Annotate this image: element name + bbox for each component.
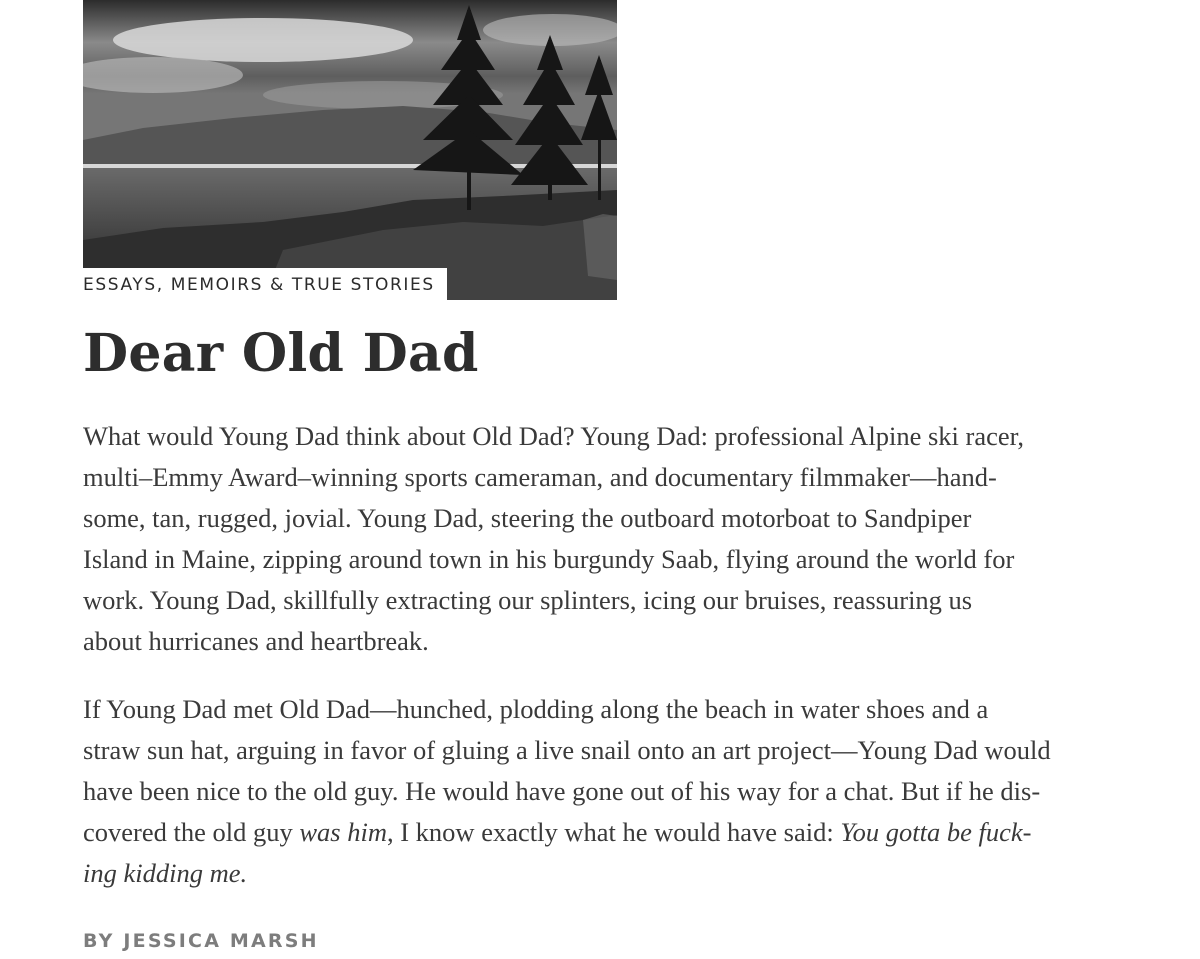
paragraph-line: What would Young Dad think about Old Dad? Young Dad: professional Alpine ski racer, (83, 421, 1025, 451)
paragraph-line (83, 853, 1153, 894)
article (83, 0, 1153, 952)
category-label[interactable]: ESSAYS, MEMOIRS & TRUE STORIES (83, 268, 447, 300)
paragraph-line (83, 812, 1153, 853)
italic-text: You gotta be fuck- (840, 817, 1032, 847)
article-body (83, 416, 1153, 894)
paragraph-line: some, tan, rugged, jovial. Young Dad, steering the outboard motorboat to Sandpiper (83, 503, 972, 533)
text-segment: covered the old guy (83, 817, 300, 847)
coastal-landscape-photo (83, 0, 617, 300)
text-segment: , I know exactly what he would have said: (386, 817, 841, 847)
paragraph-line: Island in Maine, zipping around town in his burgundy Saab, flying around the world for (83, 544, 1015, 574)
hero-image (83, 0, 617, 300)
paragraph-2 (83, 689, 1153, 894)
paragraph-line: about hurricanes and heartbreak. (83, 626, 429, 656)
paragraph-line: multi–Emmy Award–winning sports cameraman, and documentary filmmaker—hand- (83, 462, 997, 492)
author-byline[interactable]: BY JESSICA MARSH (83, 930, 319, 952)
paragraph-line: If Young Dad met Old Dad—hunched, plodding along the beach in water shoes and a (83, 694, 989, 724)
paragraph-1 (83, 416, 1153, 662)
italic-text: ing kidding me. (83, 858, 248, 888)
paragraph-line: have been nice to the old guy. He would have gone out of his way for a chat. But if he dis- (83, 776, 1041, 806)
article-title: Dear Old Dad (83, 323, 479, 384)
paragraph-line: work. Young Dad, skillfully extracting our splinters, icing our bruises, reassuring us (83, 585, 973, 615)
italic-text: was him (299, 817, 387, 847)
paragraph-line: straw sun hat, arguing in favor of gluing a live snail onto an art project—Young Dad would (83, 735, 1051, 765)
